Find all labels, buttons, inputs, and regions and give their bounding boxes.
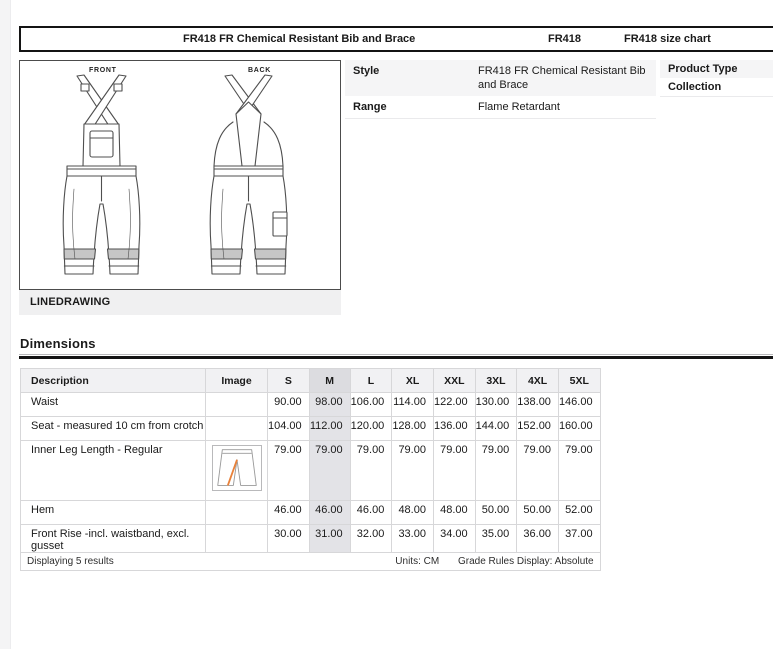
value-cell: 48.00: [433, 501, 475, 525]
dimension-description: Inner Leg Length - Regular: [21, 441, 206, 501]
value-cell: 104.00: [268, 417, 310, 441]
col-header-xl: XL: [392, 369, 434, 393]
dimension-description: Waist: [21, 393, 206, 417]
style-field: [345, 60, 656, 96]
table-row: [21, 417, 601, 441]
dimension-description: Hem: [21, 501, 206, 525]
value-cell: 52.00: [558, 501, 600, 525]
back-view-label: BACK: [248, 67, 272, 74]
front-view-label: FRONT: [89, 67, 117, 74]
value-cell: 112.00: [309, 417, 350, 441]
value-cell: 79.00: [475, 441, 517, 501]
style-field-label: Style: [353, 65, 380, 77]
col-header-3xl: 3XL: [475, 369, 517, 393]
dimension-description: Front Rise -incl. waistband, excl. gusset: [21, 525, 206, 553]
style-field-value: FR418 FR Chemical Resistant Bib and Brace: [478, 65, 646, 91]
value-cell: 30.00: [268, 525, 310, 553]
col-header-4xl: 4XL: [517, 369, 559, 393]
value-cell: 90.00: [268, 393, 310, 417]
table-row: [21, 393, 601, 417]
linedrawing-caption: LINEDRAWING: [19, 290, 341, 315]
table-row: [21, 441, 601, 501]
value-cell: 46.00: [350, 501, 392, 525]
dimension-image-cell: [206, 417, 268, 441]
value-cell: 79.00: [433, 441, 475, 501]
col-header-s: S: [268, 369, 310, 393]
col-header-description: Description: [21, 369, 206, 393]
col-header-m: M: [309, 369, 350, 393]
results-count: Displaying 5 results: [27, 556, 114, 567]
back-view-drawing: [201, 74, 301, 284]
table-row: [21, 525, 601, 553]
style-code: FR418: [548, 33, 582, 45]
value-cell: 37.00: [558, 525, 600, 553]
value-cell: 98.00: [309, 393, 350, 417]
dimension-image-cell: [206, 393, 268, 417]
value-cell: 122.00: [433, 393, 475, 417]
dimensions-table: [20, 368, 601, 571]
dimension-image-cell: [206, 525, 268, 553]
value-cell: 46.00: [268, 501, 310, 525]
dimensions-heading: Dimensions: [20, 336, 96, 351]
value-cell: 79.00: [517, 441, 559, 501]
value-cell: 50.00: [517, 501, 559, 525]
report-title: FR418 FR Chemical Resistant Bib and Brace: [183, 33, 416, 45]
value-cell: 48.00: [392, 501, 434, 525]
table-footer-row: [21, 553, 601, 571]
value-cell: 120.00: [350, 417, 392, 441]
dimension-description: Seat - measured 10 cm from crotch: [21, 417, 206, 441]
units-display: Units: CM: [395, 556, 440, 567]
value-cell: 35.00: [475, 525, 517, 553]
classification-panel: [660, 60, 773, 97]
dimensions-divider: [19, 354, 773, 359]
value-cell: 32.00: [350, 525, 392, 553]
value-cell: 79.00: [558, 441, 600, 501]
value-cell: 79.00: [268, 441, 310, 501]
value-cell: 152.00: [517, 417, 559, 441]
value-cell: 160.00: [558, 417, 600, 441]
value-cell: 79.00: [350, 441, 392, 501]
grade-rules-display: Grade Rules Display: Absolute: [457, 556, 594, 567]
value-cell: 50.00: [475, 501, 517, 525]
value-cell: 31.00: [309, 525, 350, 553]
size-chart-title: FR418 size chart: [624, 33, 711, 45]
collection-label: Collection: [668, 81, 722, 93]
col-header-xxl: XXL: [433, 369, 475, 393]
value-cell: 138.00: [517, 393, 559, 417]
col-header-5xl: 5XL: [558, 369, 600, 393]
value-cell: 130.00: [475, 393, 517, 417]
value-cell: 114.00: [392, 393, 434, 417]
value-cell: 36.00: [517, 525, 559, 553]
dimension-image-cell: [206, 441, 268, 501]
table-row: [21, 501, 601, 525]
table-header-row: [21, 369, 601, 393]
col-header-image: Image: [206, 369, 268, 393]
range-field-value: Flame Retardant: [478, 101, 560, 113]
product-type-label: Product Type: [660, 60, 773, 78]
style-info-panel: [345, 60, 656, 119]
report-header: [19, 26, 773, 52]
linedrawing-panel: [19, 60, 341, 290]
value-cell: 146.00: [558, 393, 600, 417]
dimension-image-cell: [206, 501, 268, 525]
value-cell: 144.00: [475, 417, 517, 441]
inner-leg-measure-thumbnail: [212, 445, 262, 491]
front-view-drawing: [54, 74, 154, 284]
range-field-label: Range: [353, 101, 387, 113]
page-left-gutter: [0, 0, 11, 649]
value-cell: 33.00: [392, 525, 434, 553]
range-field: [345, 96, 656, 118]
col-header-l: L: [350, 369, 392, 393]
value-cell: 106.00: [350, 393, 392, 417]
value-cell: 136.00: [433, 417, 475, 441]
value-cell: 46.00: [309, 501, 350, 525]
value-cell: 79.00: [309, 441, 350, 501]
value-cell: 34.00: [433, 525, 475, 553]
value-cell: 128.00: [392, 417, 434, 441]
value-cell: 79.00: [392, 441, 434, 501]
